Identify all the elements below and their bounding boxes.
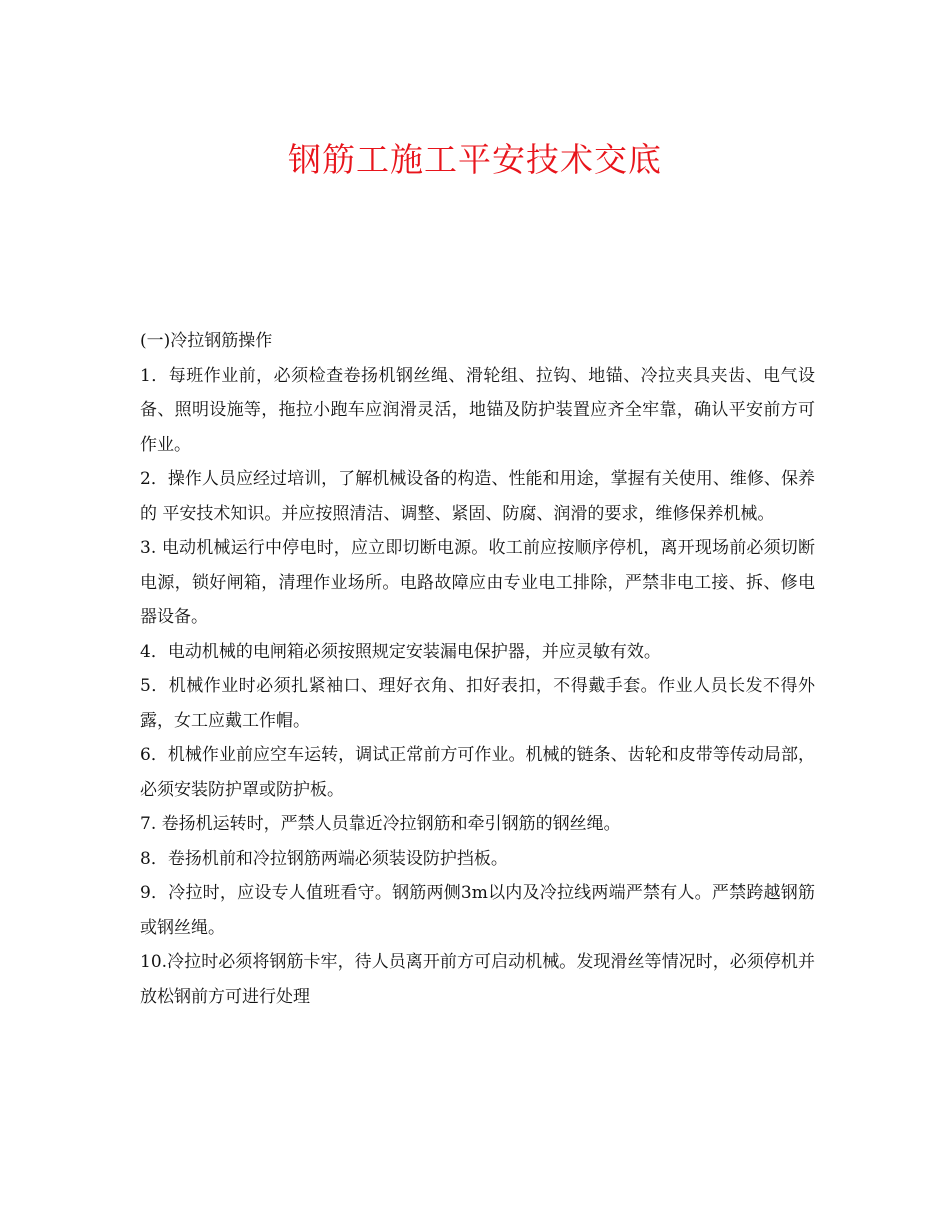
list-item: 6．机械作业前应空车运转，调试正常前方可作业。机械的链条、齿轮和皮带等传动局部，必须安装防护罩或防护板。 [140, 745, 815, 800]
document-body [140, 324, 815, 1014]
list-item: 7. 卷扬机运转时，严禁人员靠近冷拉钢筋和牵引钢筋的钢丝绳。 [140, 814, 621, 834]
list-item: 4．电动机械的电闸箱必须按照规定安装漏电保护器，并应灵敏有效。 [140, 641, 661, 662]
list-item: 10.冷拉时必须将钢筋卡牢，待人员离开前方可启动机械。发现滑丝等情况时，必须停机并放松钢前方可进行处理 [140, 952, 815, 1007]
section-heading: (一)冷拉钢筋操作 [140, 331, 273, 351]
list-item: 8．卷扬机前和冷拉钢筋两端必须装设防护挡板。 [140, 848, 508, 869]
list-item: 5．机械作业时必须扎紧袖口、理好衣角、扣好表扣，不得戴手套。作业人员长发不得外露，女工应戴工作帽。 [140, 676, 815, 731]
document-title: 钢筋工施工平安技术交底 [288, 140, 662, 179]
list-item: 2．操作人员应经过培训，了解机械设备的构造、性能和用途，掌握有关使用、维修、保养的 平安技术知识。并应按照清洁、调整、紧固、防腐、润滑的要求，维修保养机械。 [140, 469, 815, 524]
list-item: 1．每班作业前，必须检查卷扬机钢丝绳、滑轮组、拉钩、地锚、冷拉夹具夹齿、电气设备、照明设施等，拖拉小跑车应润滑灵活，地锚及防护装置应齐全牢靠，确认平安前方可作业。 [140, 365, 815, 455]
list-item: 3. 电动机械运行中停电时，应立即切断电源。收工前应按顺序停机，离开现场前必须切断电源，锁好闸箱，清理作业场所。电路故障应由专业电工排除，严禁非电工接、拆、修电器设备。 [140, 538, 815, 627]
list-item: 9．冷拉时，应设专人值班看守。钢筋两侧3m以内及冷拉线两端严禁有人。严禁跨越钢筋或钢丝绳。 [140, 883, 815, 938]
